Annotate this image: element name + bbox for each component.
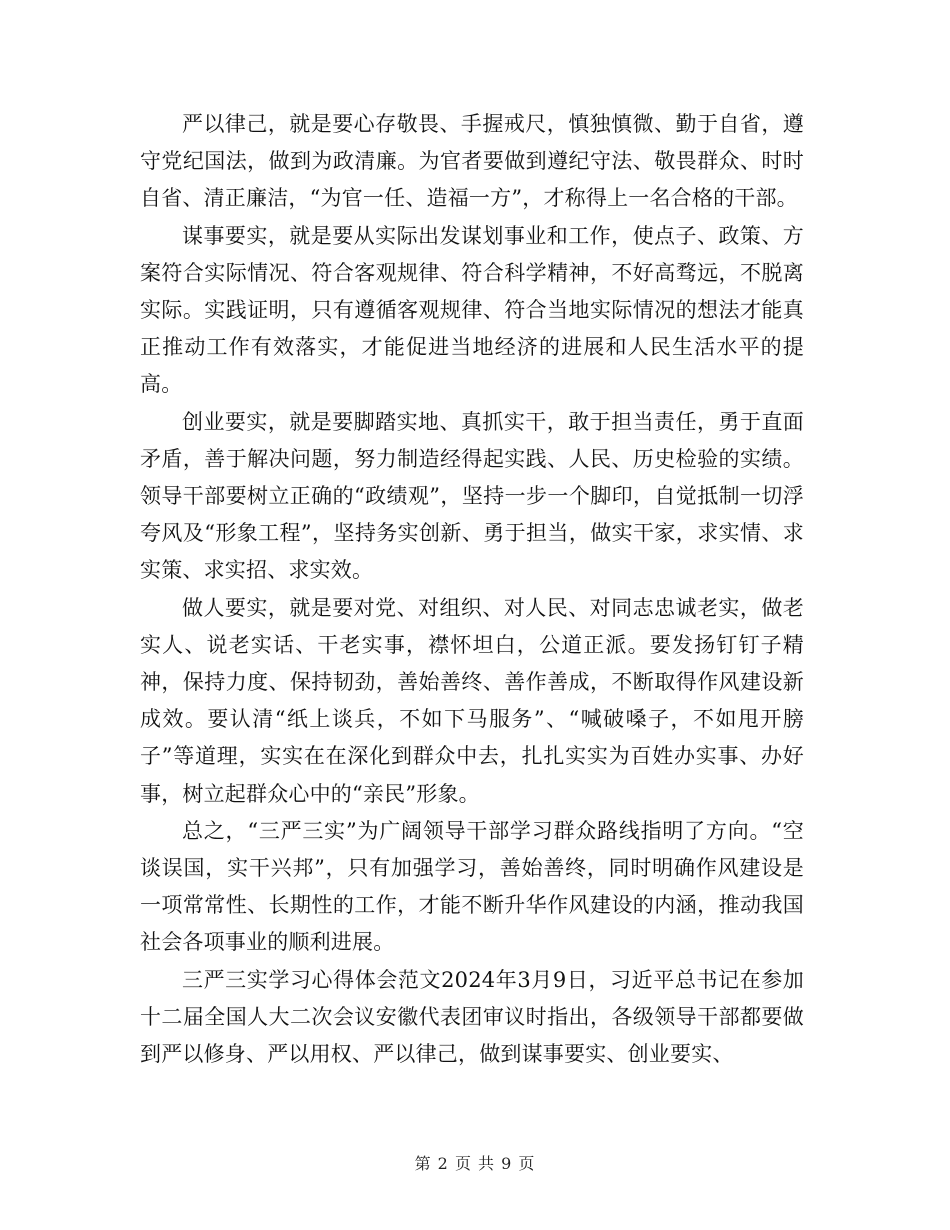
document-body bbox=[140, 106, 804, 1073]
page-number-footer: 第 2 页 共 9 页 bbox=[414, 1154, 536, 1173]
paragraph-practical-entrepreneurship: 创业要实，就是要脚踏实地、真抓实干，敢于担当责任，勇于直面矛盾，善于解决问题，努力制造经得起实践、人民、历史检验的实绩。领导干部要树立正确的“政绩观”，坚持一步一个脚印，自觉抵制一切浮夸风及“形象工程”，坚持务实创新、勇于担当，做实干家，求实情、求实策、求实招、求实效。 bbox=[140, 409, 804, 583]
paragraph-sample-essay-intro: 三严三实学习心得体会范文2024年3月9日，习近平总书记在参加十二届全国人大二次会议安徽代表团审议时指出，各级领导干部都要做到严以修身、严以用权、严以律己，做到谋事要实、创业要实、 bbox=[140, 967, 804, 1067]
paragraph-practical-conduct: 做人要实，就是要对党、对组织、对人民、对同志忠诚老实，做老实人、说老实话、干老实事，襟怀坦白，公道正派。要发扬钉钉子精神，保持力度、保持韧劲，善始善终、善作善成，不断取得作风建设新成效。要认清“纸上谈兵，不如下马服务”、“喊破嗓子，不如甩开膀子”等道理，实实在在深化到群众中去，扎扎实实为百姓办实事、办好事，树立起群众心中的“亲民”形象。 bbox=[140, 595, 804, 806]
paragraph-summary: 总之，“三严三实”为广阔领导干部学习群众路线指明了方向。“空谈误国，实干兴邦”，只有加强学习，善始善终，同时明确作风建设是一项常常性、长期性的工作，才能不断升华作风建设的内涵，推动我国社会各项事业的顺利进展。 bbox=[140, 818, 804, 955]
paragraph-practical-planning: 谋事要实，就是要从实际出发谋划事业和工作，使点子、政策、方案符合实际情况、符合客观规律、符合科学精神，不好高骛远，不脱离实际。实践证明，只有遵循客观规律、符合当地实际情况的想法才能真正推动工作有效落实，才能促进当地经济的进展和人民生活水平的提高。 bbox=[140, 223, 804, 397]
paragraph-strict-self-discipline: 严以律己，就是要心存敬畏、手握戒尺，慎独慎微、勤于自省，遵守党纪国法，做到为政清廉。为官者要做到遵纪守法、敬畏群众、时时自省、清正廉洁，“为官一任、造福一方”，才称得上一名合格的干部。 bbox=[140, 112, 804, 211]
